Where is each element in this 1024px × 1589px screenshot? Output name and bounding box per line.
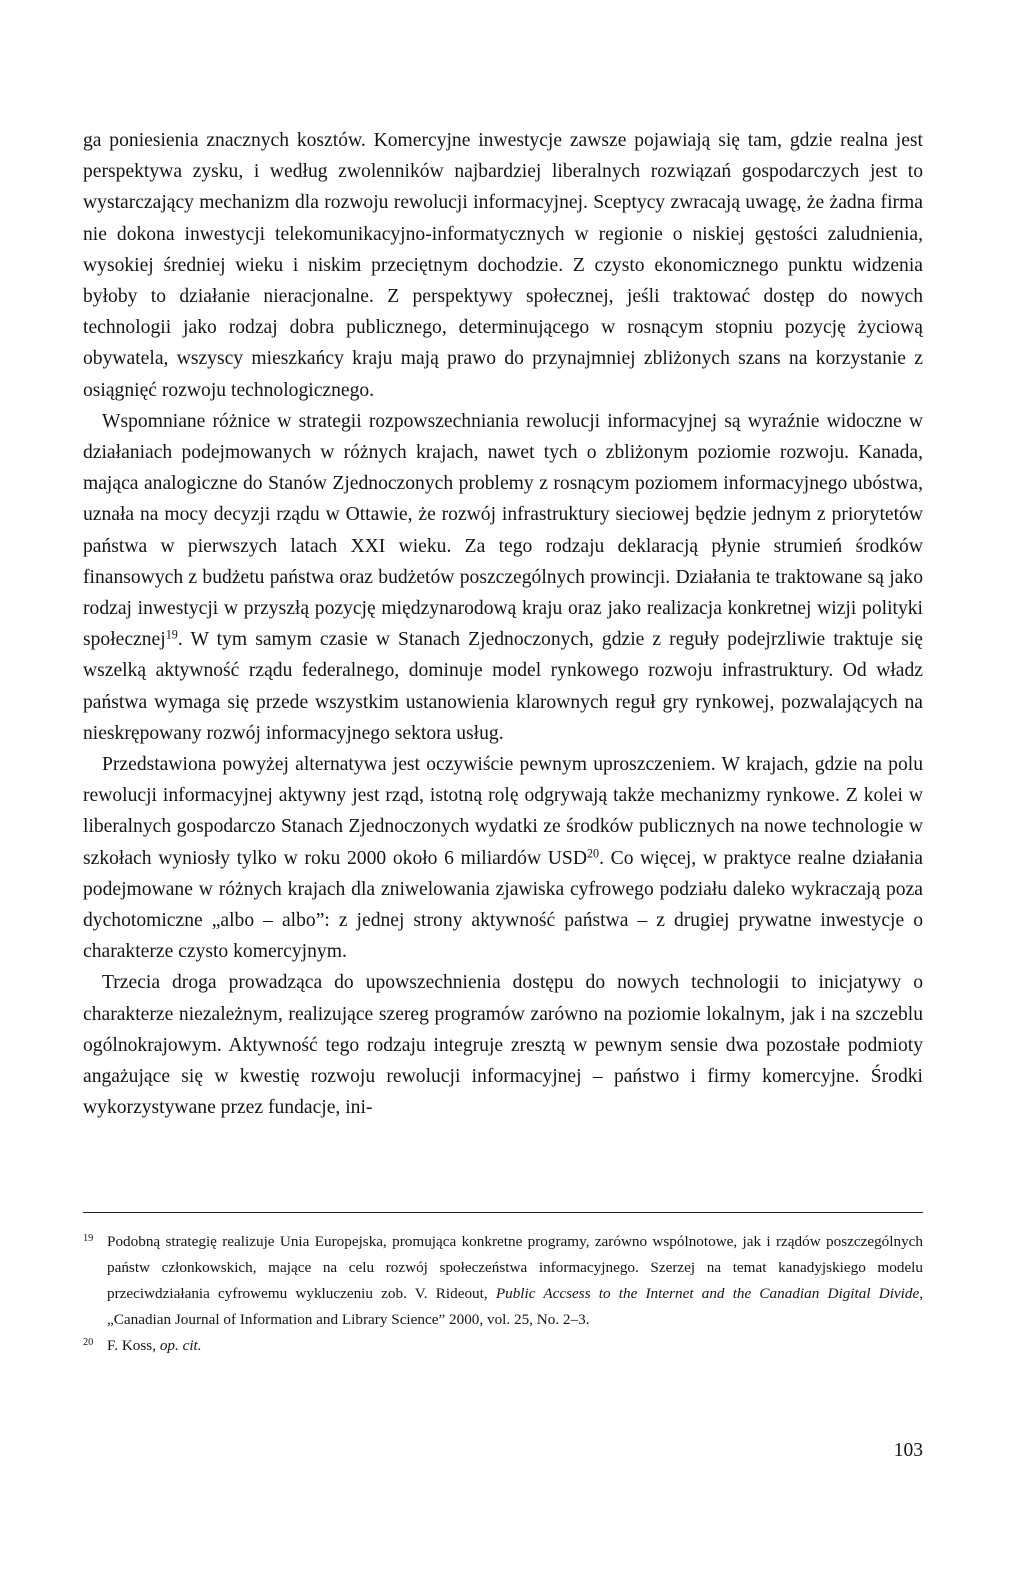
footnote-reference: 19 xyxy=(165,627,178,642)
paragraph xyxy=(83,406,923,749)
footnotes xyxy=(83,1229,923,1359)
text-run: Wspomniane różnice w strategii rozpowszechniania rewolucji informacyjnej są wyraźnie widoczne w działaniach podejmowanych w różnych krajach, nawet tych o zbliżonym poziomie rozwoju. Kanada, mająca analogiczne do Stanów Zjednoczonych problemy z rosnącym poziomem informacyjnego ubóstwa, uznała na mocy decyzji rządu w Ottawie, że rozwój infrastruktury sieciowej będzie jednym z priorytetów państwa w pierwszych latach XXI wieku. Za tego rodzaju deklaracją płynie strumień środków finansowych z budżetu państwa oraz budżetów poszczególnych prowincji. Działania te traktowane są jako rodzaj inwestycji w przyszłą pozycję międzynarodową kraju oraz jako realizacja konkretnej wizji polityki społecznej xyxy=(83,410,923,651)
text-run: ga poniesienia znacznych kosztów. Komercyjne inwestycje zawsze pojawiają się tam, gdzie realna jest perspektywa zysku, i według zwolenników najbardziej liberalnych rozwiązań gospodarczych jest to wystarczający mechanizm dla rozwoju rewolucji informacyjnej. Sceptycy zwracają uwagę, że żadna firma nie dokona inwestycji telekomunikacyjno-informatycznych w regionie o niskiej gęstości zaludnienia, wysokiej średniej wieku i niskim przeciętnym dochodzie. Z czysto ekonomicznego punktu widzenia byłoby to działanie nieracjonalne. Z perspektywy społecznej, jeśli traktować dostęp do nowych technologii jako rodzaj dobra publicznego, determinującego w rosnącym stopniu pozycję życiową obywatela, wszyscy mieszkańcy kraju mają prawo do przynajmniej zbliżonych szans na korzystanie z osiągnięć rozwoju technologicznego. xyxy=(83,130,923,401)
italic-citation: Public Accsess to the Internet and the Canadian Digital Divide xyxy=(495,1285,920,1302)
text-run: Podobną strategię realizuje Unia Europejska, promująca konkretne programy, zarówno wspólnotowe, jak i rządów poszczególnych państw członkowskich, mające na celu rozwój społeczeństwa informacyjnego. Szerzej na temat kanadyjskiego modelu przeciwdziałania cyfrowemu wykluczeniu zob. V. Rideout, xyxy=(107,1233,923,1302)
text-run: , „Canadian Journal of Information and Library Science” 2000, vol. 25, No. 2–3. xyxy=(107,1285,923,1328)
footnote-separator xyxy=(83,1212,923,1213)
text-run: Przedstawiona powyżej alternatywa jest oczywiście pewnym uproszczeniem. W krajach, gdzie na polu rewolucji informacyjnej aktywny jest rząd, istotną rolę odgrywają także mechanizmy rynkowe. Z kolei w liberalnych gospodarczo Stanach Zjednoczonych wydatki ze środków publicznych na nowe technologie w szkołach wyniosły tylko w roku 2000 około 6 miliardów USD xyxy=(83,754,923,869)
page-body xyxy=(83,125,923,1124)
body-text xyxy=(83,125,923,1124)
paragraph xyxy=(83,967,923,1123)
footnote: $^{20}$ F. Koss, op. cit. xyxy=(83,1336,202,1354)
paragraph xyxy=(83,125,923,406)
page-number: 103 xyxy=(893,1440,923,1461)
paragraph xyxy=(83,749,923,967)
text-run: F. Koss, xyxy=(107,1337,160,1354)
text-run: . Co więcej, w praktyce realne działania podejmowane w różnych krajach dla zniwelowania zjawiska cyfrowego podziału daleko wykraczają poza dychotomiczne „albo – albo”: z jednej strony aktywność państwa – z drugiej prywatne inwestycje o charakterze czysto komercyjnym. xyxy=(83,847,923,963)
footnote-reference: 20 xyxy=(586,846,600,860)
footnote: $^{19}$ Podobną strategię realizuje Unia Europejska, promująca konkretne programy, zarówno wspólnotowe, jak i rządów poszczególnych państw członkowskich, mające na celu rozwój społeczeństwa informacyjnego. Szerzej na temat kanadyjskiego modelu przeciwdziałania cyfrowemu wykluczeniu zob. V. Rideout, Public Accsess to the Internet and the Canadian Digital Divide, „Canadian Journal of Information and Library Science” 2000, vol. 25, No. 2–3. xyxy=(83,1232,923,1328)
text-run: . W tym samym czasie w Stanach Zjednoczonych, gdzie z reguły podejrzliwie traktuje się wszelką aktywność rządu federalnego, dominuje model rynkowego rozwoju infrastruktury. Od władz państwa wymaga się przede wszystkim ustanowienia klarownych reguł gry rynkowej, pozwalających na nieskrępowany rozwój informacyjnego sektora usług. xyxy=(83,629,923,744)
italic-citation: op. cit. xyxy=(159,1337,202,1354)
text-run: Trzecia droga prowadząca do upowszechnienia dostępu do nowych technologii to inicjatywy o charakterze niezależnym, realizujące szereg programów zarówno na poziomie lokalnym, jak i na szczeblu ogólnokrajowym. Aktywność tego rodzaju integruje zresztą w pewnym sensie dwa pozostałe podmioty angażujące się w kwestię rozwoju rewolucji informacyjnej – państwo i firmy komercyjne. Środki wykorzystywane przez fundacje, ini- xyxy=(83,972,923,1119)
